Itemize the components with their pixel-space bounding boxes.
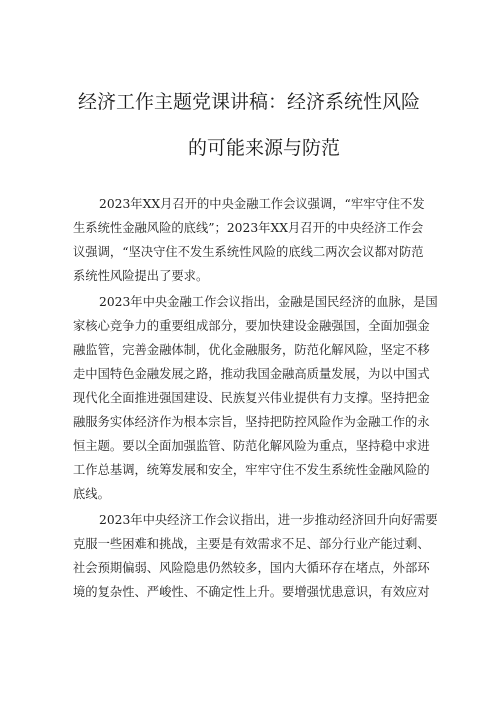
body-line: 境的复杂性、严峻性、不确定性上升。要增强忧患意识，有效应对 — [73, 585, 430, 599]
body-line: 克服一些困难和挑战，主要是有效需求不足、部分行业产能过剩、 — [73, 537, 430, 551]
body-line: 2023年中央经济工作会议指出，进一步推动经济回升向好需要 — [99, 513, 438, 527]
body-line: 家核心竞争力的重要组成部分，要加快建设金融强国，全面加强金 — [73, 319, 430, 333]
body-line: 2023年中央金融工作会议指出，金融是国民经济的血脉，是国 — [99, 295, 438, 309]
document-title-line-2: 的可能来源与防范 — [188, 137, 341, 159]
body-line: 2023年XX月召开的中央金融工作会议强调，“牢牢守住不发 — [99, 197, 425, 211]
body-line: 工作总基调，统筹发展和安全，牢牢守住不发生系统性金融风险的 — [73, 463, 430, 477]
body-line: 现代化全面推进强国建设、民族复兴伟业提供有力支撑。坚持把金 — [73, 391, 430, 405]
body-line: 恒主题。要以全面加强监管、防范化解风险为重点，坚持稳中求进 — [73, 439, 430, 453]
body-line: 底线。 — [73, 487, 110, 501]
body-line: 系统性风险提出了要求。 — [73, 269, 209, 283]
document-title-line-1: 经济工作主题党课讲稿：经济系统性风险 — [78, 91, 421, 113]
body-line: 融服务实体经济作为根本宗旨，坚持把防控风险作为金融工作的永 — [73, 415, 430, 429]
body-line: 融监管，完善金融体制，优化金融服务，防范化解风险，坚定不移 — [73, 343, 430, 357]
body-line: 生系统性金融风险的底线”；2023年XX月召开的中央经济工作会 — [73, 221, 424, 235]
body-line: 社会预期偏弱、风险隐患仍然较多，国内大循环存在堵点，外部环 — [73, 561, 430, 575]
body-line: 走中国特色金融发展之路，推动我国金融高质量发展，为以中国式 — [73, 367, 430, 381]
body-line: 议强调，“坚决守住不发生系统性风险的底线二两次会议都对防范 — [73, 245, 424, 259]
